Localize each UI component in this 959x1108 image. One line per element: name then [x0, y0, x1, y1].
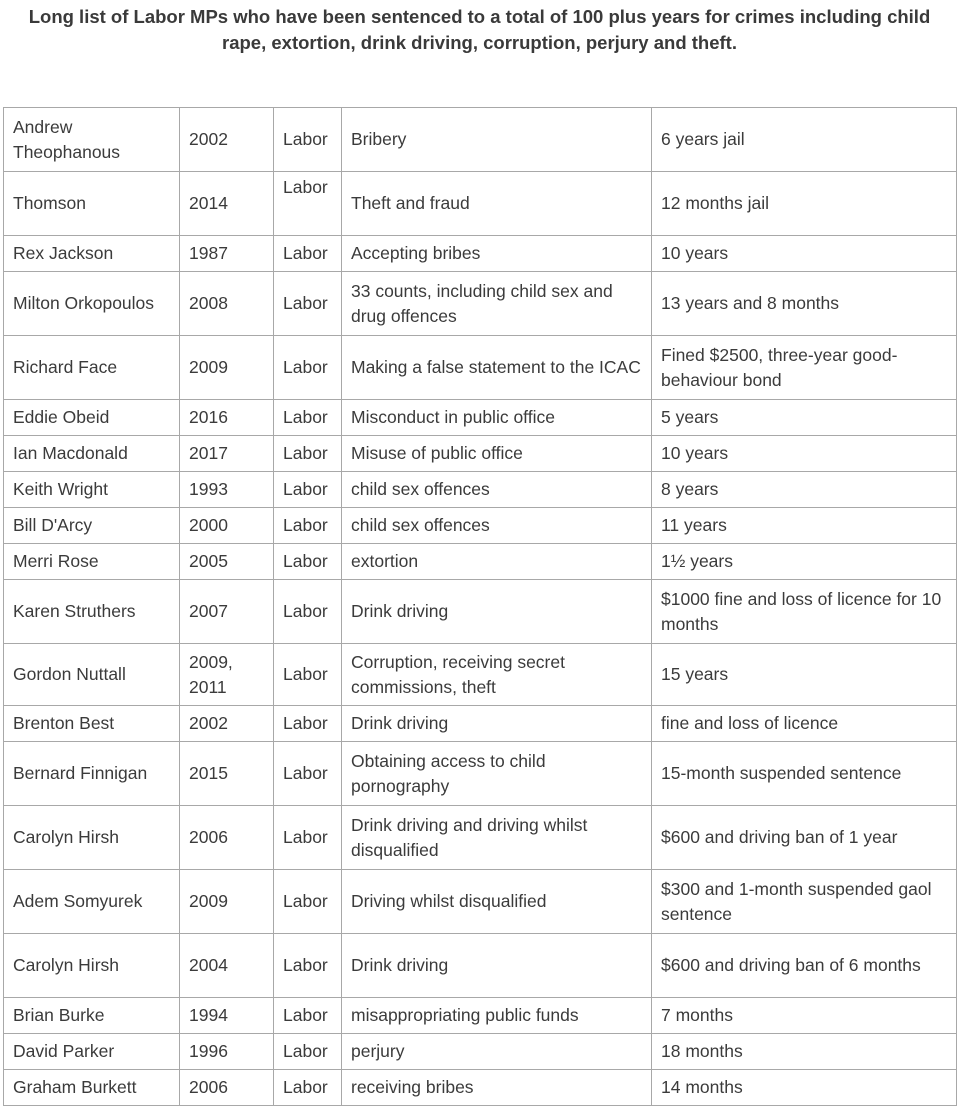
cell-name: Carolyn Hirsh: [4, 934, 180, 998]
cell-party: Labor: [274, 934, 342, 998]
table-row: [4, 644, 957, 706]
cell-sentence: 10 years: [652, 236, 957, 272]
cell-offence: Bribery: [342, 108, 652, 172]
mp-sentences-table: [3, 107, 957, 1106]
cell-party: Labor: [274, 108, 342, 172]
cell-sentence: 18 months: [652, 1034, 957, 1070]
cell-year: 2017: [180, 436, 274, 472]
cell-year: 2014: [180, 172, 274, 236]
cell-year: 1996: [180, 1034, 274, 1070]
cell-name: Keith Wright: [4, 472, 180, 508]
cell-sentence: $300 and 1-month suspended gaol sentence: [652, 870, 957, 934]
table-row: [4, 998, 957, 1034]
cell-offence: Accepting bribes: [342, 236, 652, 272]
table-row: [4, 706, 957, 742]
cell-offence: perjury: [342, 1034, 652, 1070]
cell-party: Labor: [274, 1070, 342, 1106]
cell-year: 1994: [180, 998, 274, 1034]
cell-party: Labor: [274, 472, 342, 508]
cell-party: Labor: [274, 706, 342, 742]
cell-year: 2009: [180, 336, 274, 400]
cell-offence: Driving whilst disqualified: [342, 870, 652, 934]
cell-offence: Corruption, receiving secret commissions, theft: [342, 644, 652, 706]
cell-year: 2002: [180, 706, 274, 742]
cell-year: 2009, 2011: [180, 644, 274, 706]
cell-offence: Theft and fraud: [342, 172, 652, 236]
cell-name: Rex Jackson: [4, 236, 180, 272]
cell-year: 2006: [180, 1070, 274, 1106]
cell-sentence: $600 and driving ban of 1 year: [652, 806, 957, 870]
cell-year: 2008: [180, 272, 274, 336]
table-row: [4, 272, 957, 336]
cell-name: David Parker: [4, 1034, 180, 1070]
table-row: [4, 870, 957, 934]
cell-offence: receiving bribes: [342, 1070, 652, 1106]
cell-sentence: Fined $2500, three-year good-behaviour bond: [652, 336, 957, 400]
cell-name: Bill D'Arcy: [4, 508, 180, 544]
cell-name: Thomson: [4, 172, 180, 236]
cell-party: Labor: [274, 580, 342, 644]
cell-offence: misappropriating public funds: [342, 998, 652, 1034]
cell-offence: 33 counts, including child sex and drug offences: [342, 272, 652, 336]
cell-name: Gordon Nuttall: [4, 644, 180, 706]
cell-name: Merri Rose: [4, 544, 180, 580]
table-row: [4, 236, 957, 272]
table-row: [4, 472, 957, 508]
table-row: [4, 436, 957, 472]
cell-name: Andrew Theophanous: [4, 108, 180, 172]
table-row: [4, 336, 957, 400]
table-row: [4, 1070, 957, 1106]
cell-sentence: 14 months: [652, 1070, 957, 1106]
cell-offence: Misuse of public office: [342, 436, 652, 472]
cell-party: Labor: [274, 508, 342, 544]
cell-year: 2005: [180, 544, 274, 580]
cell-offence: Drink driving: [342, 580, 652, 644]
cell-name: Bernard Finnigan: [4, 742, 180, 806]
table-row: [4, 508, 957, 544]
mp-sentences-table-container: [3, 107, 956, 1106]
cell-party: Labor: [274, 336, 342, 400]
cell-year: 2007: [180, 580, 274, 644]
cell-offence: Misconduct in public office: [342, 400, 652, 436]
cell-name: Milton Orkopoulos: [4, 272, 180, 336]
cell-year: 2002: [180, 108, 274, 172]
cell-party: Labor: [274, 236, 342, 272]
cell-party: Labor: [274, 272, 342, 336]
cell-name: Eddie Obeid: [4, 400, 180, 436]
table-row: [4, 400, 957, 436]
cell-party: Labor: [274, 742, 342, 806]
cell-year: 1993: [180, 472, 274, 508]
cell-sentence: 5 years: [652, 400, 957, 436]
cell-party: Labor: [274, 998, 342, 1034]
cell-party: Labor: [274, 806, 342, 870]
cell-sentence: 12 months jail: [652, 172, 957, 236]
cell-sentence: 7 months: [652, 998, 957, 1034]
table-row: [4, 172, 957, 236]
cell-party: Labor: [274, 1034, 342, 1070]
cell-sentence: 6 years jail: [652, 108, 957, 172]
table-row: [4, 580, 957, 644]
cell-name: Carolyn Hirsh: [4, 806, 180, 870]
page-title: Long list of Labor MPs who have been sentenced to a total of 100 plus years for crimes including child rape, extortion, drink driving, corruption, perjury and theft.: [28, 6, 931, 53]
cell-year: 2009: [180, 870, 274, 934]
cell-sentence: 1½ years: [652, 544, 957, 580]
cell-sentence: 13 years and 8 months: [652, 272, 957, 336]
cell-year: 2006: [180, 806, 274, 870]
cell-name: Ian Macdonald: [4, 436, 180, 472]
cell-sentence: $1000 fine and loss of licence for 10 months: [652, 580, 957, 644]
cell-name: Karen Struthers: [4, 580, 180, 644]
cell-party: Labor: [274, 172, 342, 236]
cell-name: Brenton Best: [4, 706, 180, 742]
table-row: [4, 806, 957, 870]
cell-name: Adem Somyurek: [4, 870, 180, 934]
cell-offence: Drink driving and driving whilst disqualified: [342, 806, 652, 870]
cell-party: Labor: [274, 400, 342, 436]
cell-offence: Making a false statement to the ICAC: [342, 336, 652, 400]
cell-sentence: 8 years: [652, 472, 957, 508]
cell-year: 2016: [180, 400, 274, 436]
table-body: [4, 108, 957, 1106]
table-row: [4, 108, 957, 172]
cell-party: Labor: [274, 644, 342, 706]
table-row: [4, 544, 957, 580]
cell-offence: Drink driving: [342, 934, 652, 998]
table-row: [4, 934, 957, 998]
cell-offence: child sex offences: [342, 472, 652, 508]
cell-year: 2004: [180, 934, 274, 998]
cell-sentence: 15-month suspended sentence: [652, 742, 957, 806]
cell-year: 2000: [180, 508, 274, 544]
cell-sentence: fine and loss of licence: [652, 706, 957, 742]
cell-name: Richard Face: [4, 336, 180, 400]
table-row: [4, 1034, 957, 1070]
cell-sentence: 15 years: [652, 644, 957, 706]
cell-offence: Drink driving: [342, 706, 652, 742]
cell-offence: Obtaining access to child pornography: [342, 742, 652, 806]
cell-name: Graham Burkett: [4, 1070, 180, 1106]
cell-party: Labor: [274, 870, 342, 934]
cell-party: Labor: [274, 544, 342, 580]
cell-sentence: 10 years: [652, 436, 957, 472]
table-row: [4, 742, 957, 806]
cell-party: Labor: [274, 436, 342, 472]
cell-sentence: 11 years: [652, 508, 957, 544]
cell-offence: child sex offences: [342, 508, 652, 544]
cell-offence: extortion: [342, 544, 652, 580]
cell-sentence: $600 and driving ban of 6 months: [652, 934, 957, 998]
cell-year: 2015: [180, 742, 274, 806]
cell-name: Brian Burke: [4, 998, 180, 1034]
cell-year: 1987: [180, 236, 274, 272]
